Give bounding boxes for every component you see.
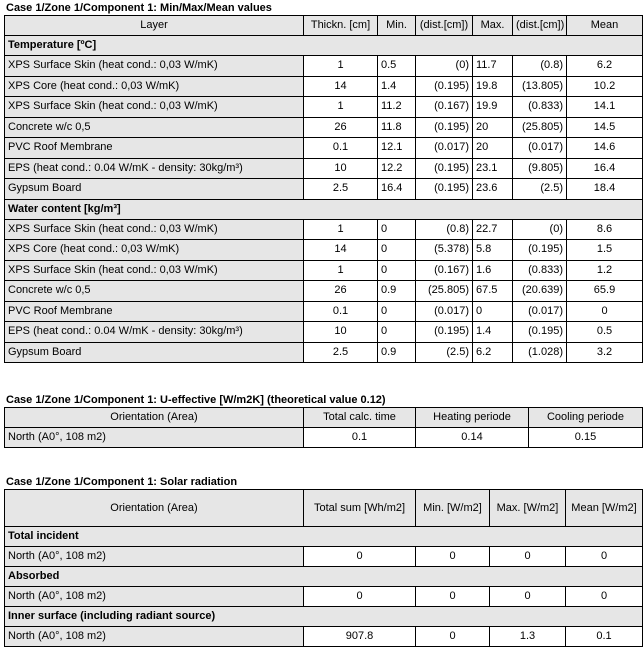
value-cell: 0 [566,587,643,607]
value-cell: (1.028) [513,342,567,363]
layer-name: XPS Surface Skin (heat cond.: 0,03 W/mK) [5,56,304,77]
min-max-mean-title: Case 1/Zone 1/Component 1: Min/Max/Mean values [6,2,272,14]
column-header: Min. [W/m2] [416,490,490,527]
value-cell: (0.195) [416,76,473,97]
table-row [5,428,643,448]
layer-name: Concrete w/c 0,5 [5,281,304,302]
group-row [5,199,643,219]
value-cell: 11.2 [378,97,416,118]
value-cell: 1.5 [567,240,643,261]
value-cell: 16.4 [378,179,416,200]
value-cell: 1.4 [473,322,513,343]
value-cell: 0.9 [378,281,416,302]
table-row [5,240,643,261]
table-row [5,301,643,322]
layer-name: XPS Core (heat cond.: 0,03 W/mK) [5,76,304,97]
value-cell: 1 [304,219,378,240]
value-cell: 14 [304,240,378,261]
orientation-label: North (A0°, 108 m2) [5,547,304,567]
value-cell: 1.2 [567,260,643,281]
table-row [5,56,643,77]
value-cell: 14.1 [567,97,643,118]
value-cell: 1.6 [473,260,513,281]
group-label: Total incident [5,527,643,547]
value-cell: 0.1 [304,428,416,448]
value-cell: (0.8) [513,56,567,77]
value-cell: 0.9 [378,342,416,363]
group-label: Temperature [ºC] [5,36,643,56]
value-cell: (0.833) [513,260,567,281]
u-effective-title: Case 1/Zone 1/Component 1: U-effective [W/m2K] (theoretical value 0.12) [6,394,386,406]
layer-name: XPS Surface Skin (heat cond.: 0,03 W/mK) [5,260,304,281]
value-cell: 2.5 [304,342,378,363]
table-row [5,260,643,281]
table-row [5,76,643,97]
value-cell: (2.5) [416,342,473,363]
column-header: (dist.[cm]) [416,16,473,36]
header-row [5,490,643,527]
value-cell: (0.195) [416,117,473,138]
value-cell: 0 [378,219,416,240]
value-cell: 11.7 [473,56,513,77]
value-cell: 1 [304,260,378,281]
group-row [5,36,643,56]
value-cell: 0.5 [567,322,643,343]
column-header: Max. [W/m2] [490,490,566,527]
solar-radiation-title: Case 1/Zone 1/Component 1: Solar radiation [6,476,238,488]
value-cell: 26 [304,117,378,138]
value-cell: 14.6 [567,138,643,159]
value-cell: 0.1 [304,301,378,322]
value-cell: 0 [378,260,416,281]
value-cell: 5.8 [473,240,513,261]
value-cell: (0.017) [513,138,567,159]
value-cell: 0 [378,301,416,322]
u-effective-table [4,407,643,448]
group-label: Absorbed [5,567,643,587]
column-header: Max. [473,16,513,36]
value-cell: 0.1 [566,627,643,647]
value-cell: 16.4 [567,158,643,179]
column-header: (dist.[cm]) [513,16,567,36]
value-cell: 12.1 [378,138,416,159]
value-cell: 0 [416,627,490,647]
orientation-label: North (A0°, 108 m2) [5,627,304,647]
value-cell: (2.5) [513,179,567,200]
value-cell: 1.3 [490,627,566,647]
value-cell: 0 [378,240,416,261]
value-cell: (20.639) [513,281,567,302]
layer-name: XPS Surface Skin (heat cond.: 0,03 W/mK) [5,97,304,118]
value-cell: 0.5 [378,56,416,77]
value-cell: 19.8 [473,76,513,97]
value-cell: 0 [378,322,416,343]
value-cell: (0.195) [416,322,473,343]
value-cell: 26 [304,281,378,302]
value-cell: 65.9 [567,281,643,302]
value-cell: (0.195) [416,158,473,179]
table-row [5,627,643,647]
value-cell: (9.805) [513,158,567,179]
layer-name: XPS Core (heat cond.: 0,03 W/mK) [5,240,304,261]
column-header: Orientation (Area) [5,408,304,428]
value-cell: (0.195) [513,322,567,343]
header-row [5,16,643,36]
value-cell: 3.2 [567,342,643,363]
value-cell: 1 [304,97,378,118]
value-cell: 14.5 [567,117,643,138]
value-cell: 20 [473,117,513,138]
value-cell: (0.195) [513,240,567,261]
value-cell: 0 [567,301,643,322]
value-cell: 0.1 [304,138,378,159]
value-cell: 10.2 [567,76,643,97]
table-row [5,138,643,159]
value-cell: (0.833) [513,97,567,118]
value-cell: 6.2 [567,56,643,77]
min-max-mean-table [4,15,643,363]
value-cell: (25.805) [416,281,473,302]
value-cell: (0) [513,219,567,240]
value-cell: 0 [490,587,566,607]
value-cell: 2.5 [304,179,378,200]
table-row [5,281,643,302]
value-cell: 0.15 [529,428,643,448]
value-cell: 0 [416,587,490,607]
column-header: Mean [W/m2] [566,490,643,527]
value-cell: 0 [304,547,416,567]
layer-name: EPS (heat cond.: 0.04 W/mK - density: 30kg/m³) [5,322,304,343]
value-cell: (0.195) [416,179,473,200]
column-header: Mean [567,16,643,36]
value-cell: 0 [490,547,566,567]
table-row [5,322,643,343]
column-header: Heating periode [416,408,529,428]
value-cell: (13.805) [513,76,567,97]
value-cell: (0.167) [416,260,473,281]
header-row [5,408,643,428]
layer-name: Gypsum Board [5,342,304,363]
value-cell: 67.5 [473,281,513,302]
value-cell: (25.805) [513,117,567,138]
layer-name: PVC Roof Membrane [5,138,304,159]
group-row [5,567,643,587]
group-row [5,527,643,547]
value-cell: 0 [473,301,513,322]
group-label: Water content [kg/m³] [5,199,643,219]
value-cell: (0.167) [416,97,473,118]
value-cell: 1 [304,56,378,77]
value-cell: 19.9 [473,97,513,118]
solar-radiation-table [4,489,643,647]
orientation-label: North (A0°, 108 m2) [5,428,304,448]
column-header: Cooling periode [529,408,643,428]
table-row [5,547,643,567]
column-header: Orientation (Area) [5,490,304,527]
value-cell: 1.4 [378,76,416,97]
value-cell: 0 [566,547,643,567]
table-row [5,342,643,363]
value-cell: 8.6 [567,219,643,240]
layer-name: Gypsum Board [5,179,304,200]
table-row [5,587,643,607]
column-header: Total calc. time [304,408,416,428]
value-cell: 11.8 [378,117,416,138]
orientation-label: North (A0°, 108 m2) [5,587,304,607]
layer-name: XPS Surface Skin (heat cond.: 0,03 W/mK) [5,219,304,240]
value-cell: (0.017) [416,138,473,159]
value-cell: 14 [304,76,378,97]
value-cell: 18.4 [567,179,643,200]
table-row [5,179,643,200]
value-cell: 6.2 [473,342,513,363]
layer-name: PVC Roof Membrane [5,301,304,322]
column-header: Total sum [Wh/m2] [304,490,416,527]
table-row [5,158,643,179]
value-cell: 23.1 [473,158,513,179]
value-cell: 0 [416,547,490,567]
value-cell: (0.017) [416,301,473,322]
layer-name: EPS (heat cond.: 0.04 W/mK - density: 30kg/m³) [5,158,304,179]
layer-name: Concrete w/c 0,5 [5,117,304,138]
column-header: Thickn. [cm] [304,16,378,36]
table-row [5,117,643,138]
value-cell: (0.017) [513,301,567,322]
value-cell: 907.8 [304,627,416,647]
value-cell: 23.6 [473,179,513,200]
column-header: Min. [378,16,416,36]
group-label: Inner surface (including radiant source) [5,607,643,627]
group-row [5,607,643,627]
value-cell: 0 [304,587,416,607]
value-cell: 22.7 [473,219,513,240]
value-cell: 10 [304,322,378,343]
value-cell: 10 [304,158,378,179]
table-row [5,219,643,240]
value-cell: (0) [416,56,473,77]
value-cell: 20 [473,138,513,159]
column-header: Layer [5,16,304,36]
value-cell: (0.8) [416,219,473,240]
table-row [5,97,643,118]
value-cell: 0.14 [416,428,529,448]
value-cell: (5.378) [416,240,473,261]
value-cell: 12.2 [378,158,416,179]
